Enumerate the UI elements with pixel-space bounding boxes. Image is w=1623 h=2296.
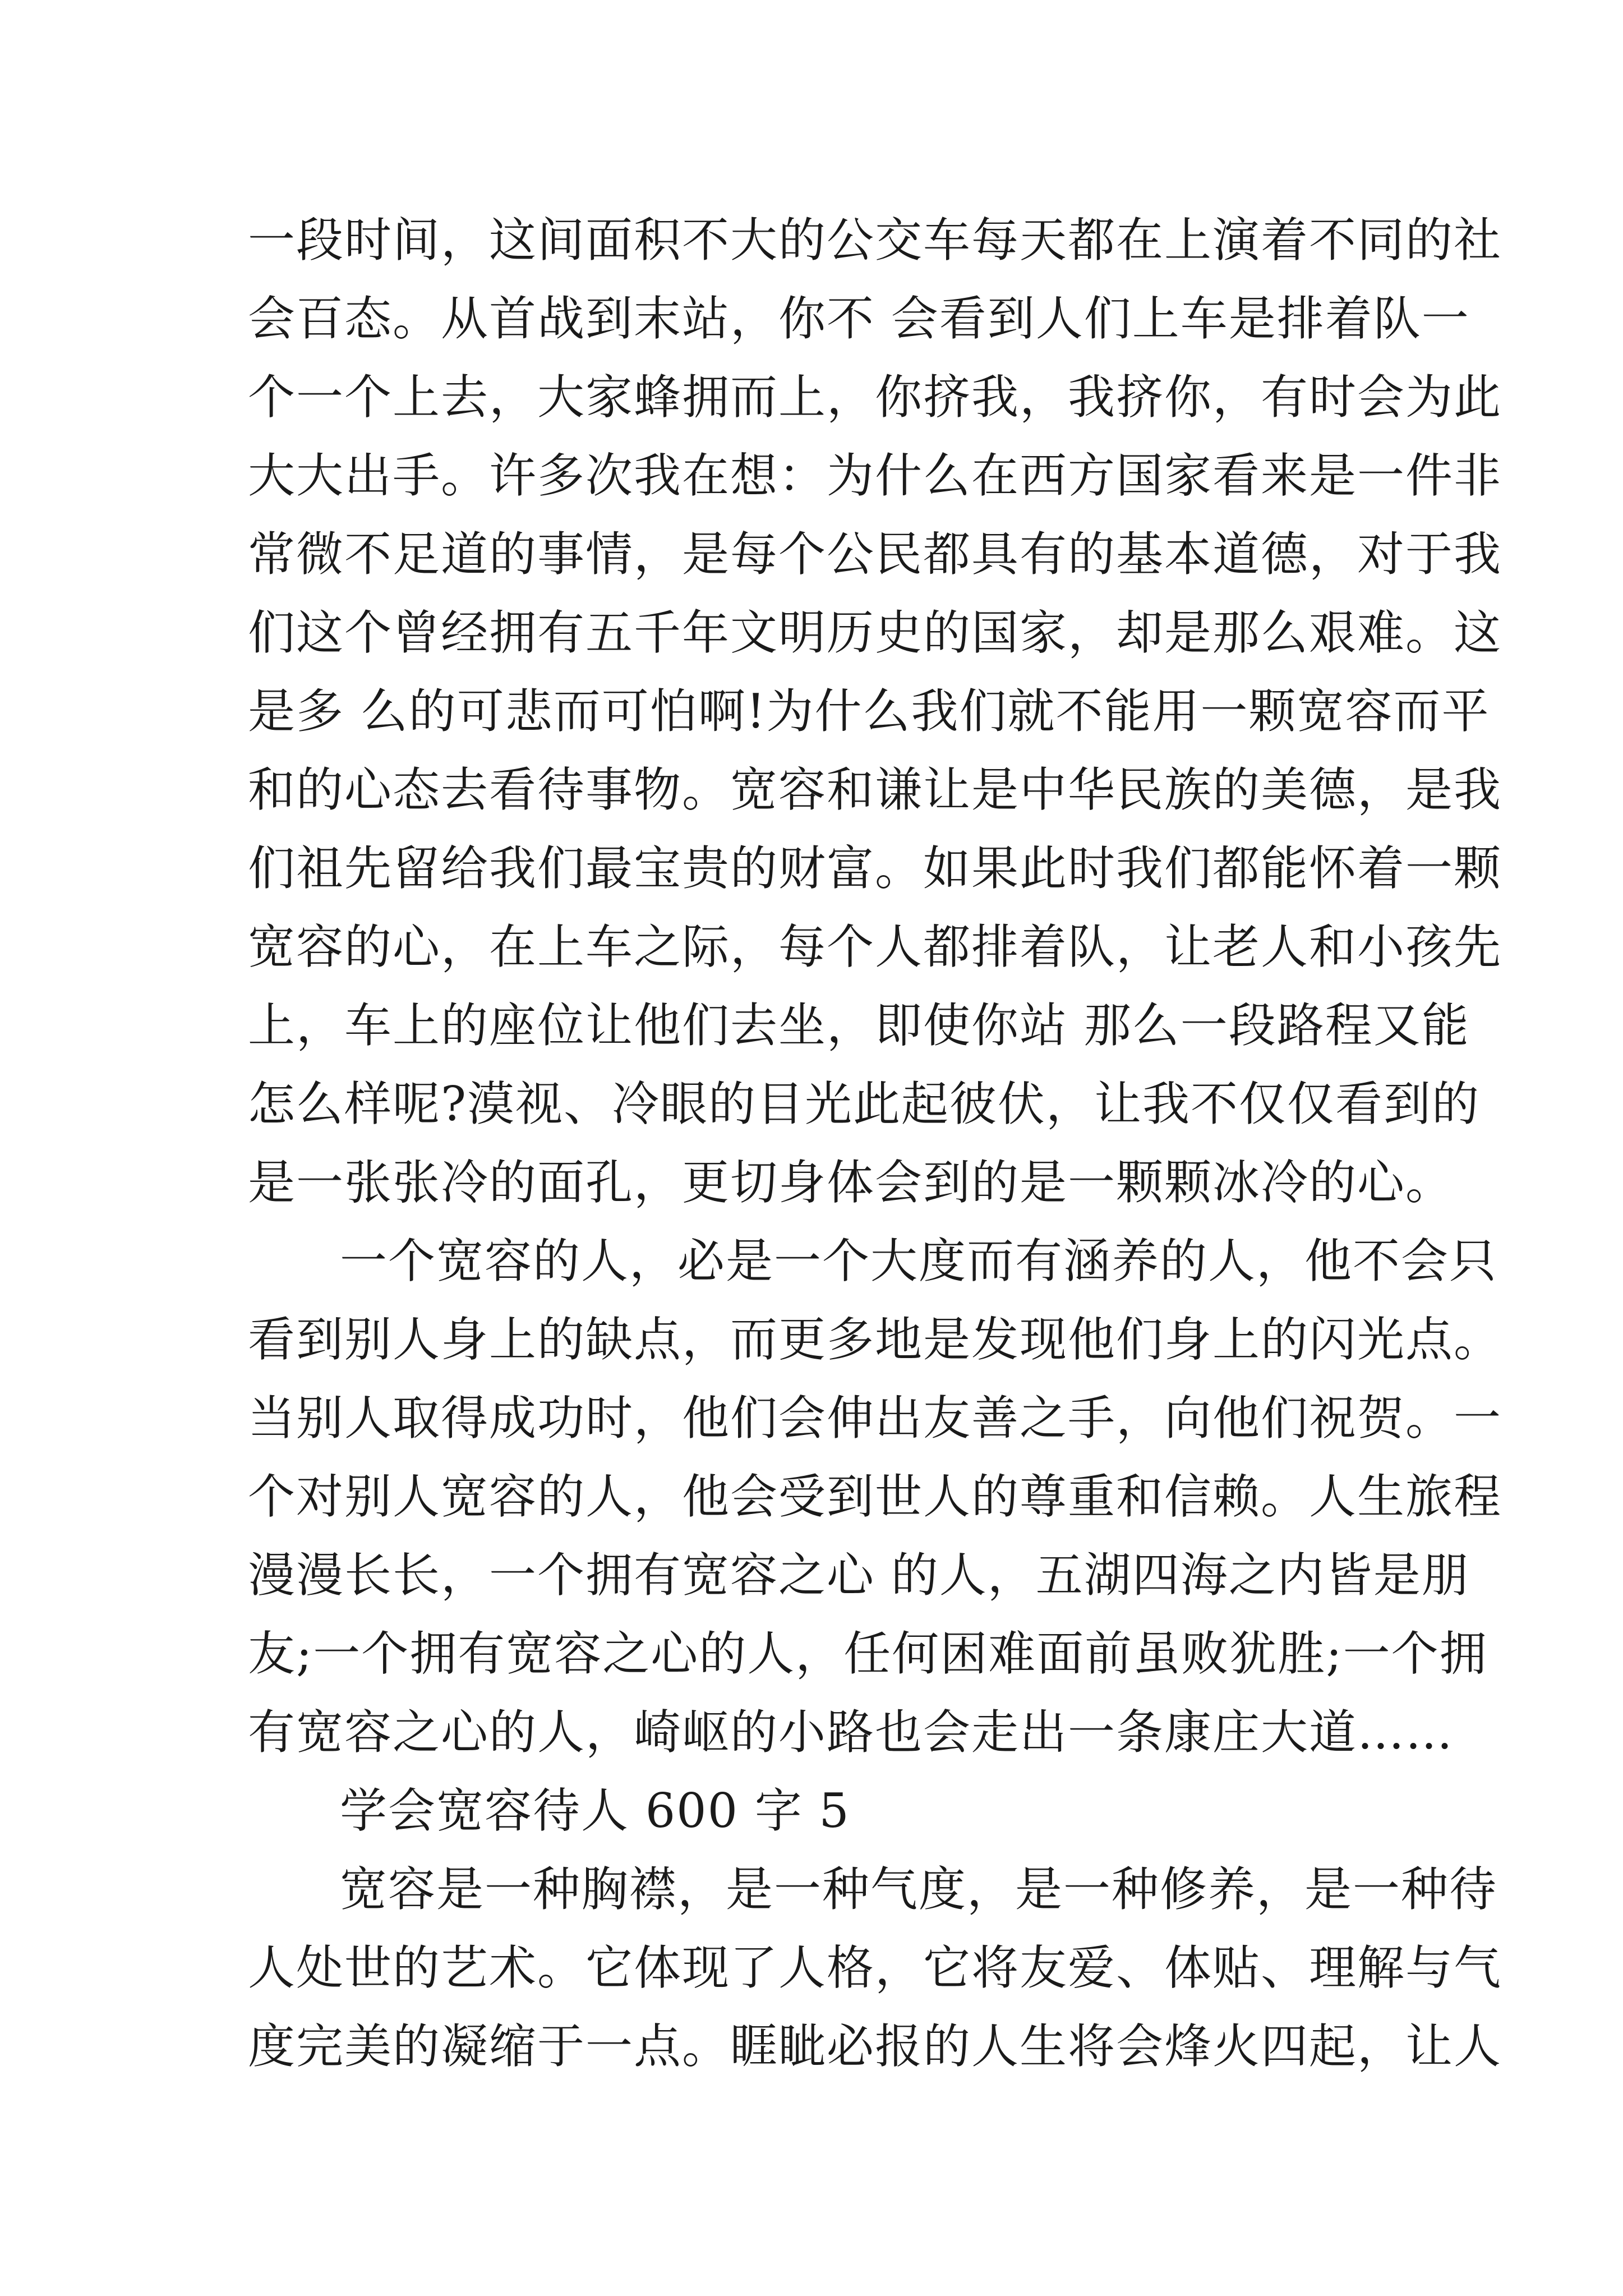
text-line: 漫漫长长，一个拥有宽容之心 的人，五湖四海之内皆是朋: [248, 1548, 1470, 1603]
text-line: 和的心态去看待事物。宽容和谦让是中华民族的美德，是我: [248, 762, 1502, 817]
text-line: 度完美的凝缩于一点。睚眦必报的人生将会烽火四起，让人: [248, 2019, 1502, 2074]
text-line: 是一张张冷的面孔，更切身体会到的是一颗颗冰冷的心。: [248, 1155, 1454, 1210]
text-line: 有宽容之心的人，崎岖的小路也会走出一条康庄大道……: [248, 1705, 1454, 1760]
text-line: 是多 么的可悲而可怕啊!为什么我们就不能用一颗宽容而平: [248, 684, 1490, 739]
text-line: 个一个上去，大家蜂拥而上，你挤我，我挤你，有时会为此: [248, 370, 1502, 425]
text-line: 看到别人身上的缺点，而更多地是发现他们身上的闪光点。: [248, 1312, 1502, 1367]
text-line: 人处世的艺术。它体现了人格，它将友爱、体贴、理解与气: [248, 1940, 1502, 1995]
paragraph-first-line: 宽容是一种胸襟，是一种气度，是一种修养，是一种待: [340, 1862, 1498, 1917]
text-line: 会百态。从首战到末站，你不 会看到人们上车是排着队一: [248, 291, 1470, 346]
text-line: 们这个曾经拥有五千年文明历史的国家，却是那么艰难。这: [248, 605, 1502, 660]
text-line: 大大出手。许多次我在想：为什么在西方国家看来是一件非: [248, 448, 1502, 503]
text-line: 怎么样呢?漠视、冷眼的目光此起彼伏，让我不仅仅看到的: [248, 1076, 1481, 1131]
text-line: 常微不足道的事情，是每个公民都具有的基本道德，对于我: [248, 527, 1502, 582]
text-line: 们祖先留给我们最宝贵的财富。如果此时我们都能怀着一颗: [248, 841, 1502, 896]
text-line: 宽容的心，在上车之际，每个人都排着队，让老人和小孩先: [248, 919, 1502, 974]
paragraph-first-line: 一个宽容的人，必是一个大度而有涵养的人，他不会只: [340, 1234, 1498, 1289]
text-line: 个对别人宽容的人，他会受到世人的尊重和信赖。人生旅程: [248, 1469, 1502, 1524]
text-line: 上，车上的座位让他们去坐，即使你站 那么一段路程又能: [248, 998, 1470, 1053]
text-line: 一段时间，这间面积不大的公交车每天都在上演着不同的社: [248, 213, 1502, 268]
text-line: 当别人取得成功时，他们会伸出友善之手，向他们祝贺。一: [248, 1391, 1502, 1446]
text-line: 友;一个拥有宽容之心的人，任何困难面前虽败犹胜;一个拥: [248, 1626, 1488, 1681]
section-heading: 学会宽容待人 600 字 5: [340, 1783, 850, 1838]
